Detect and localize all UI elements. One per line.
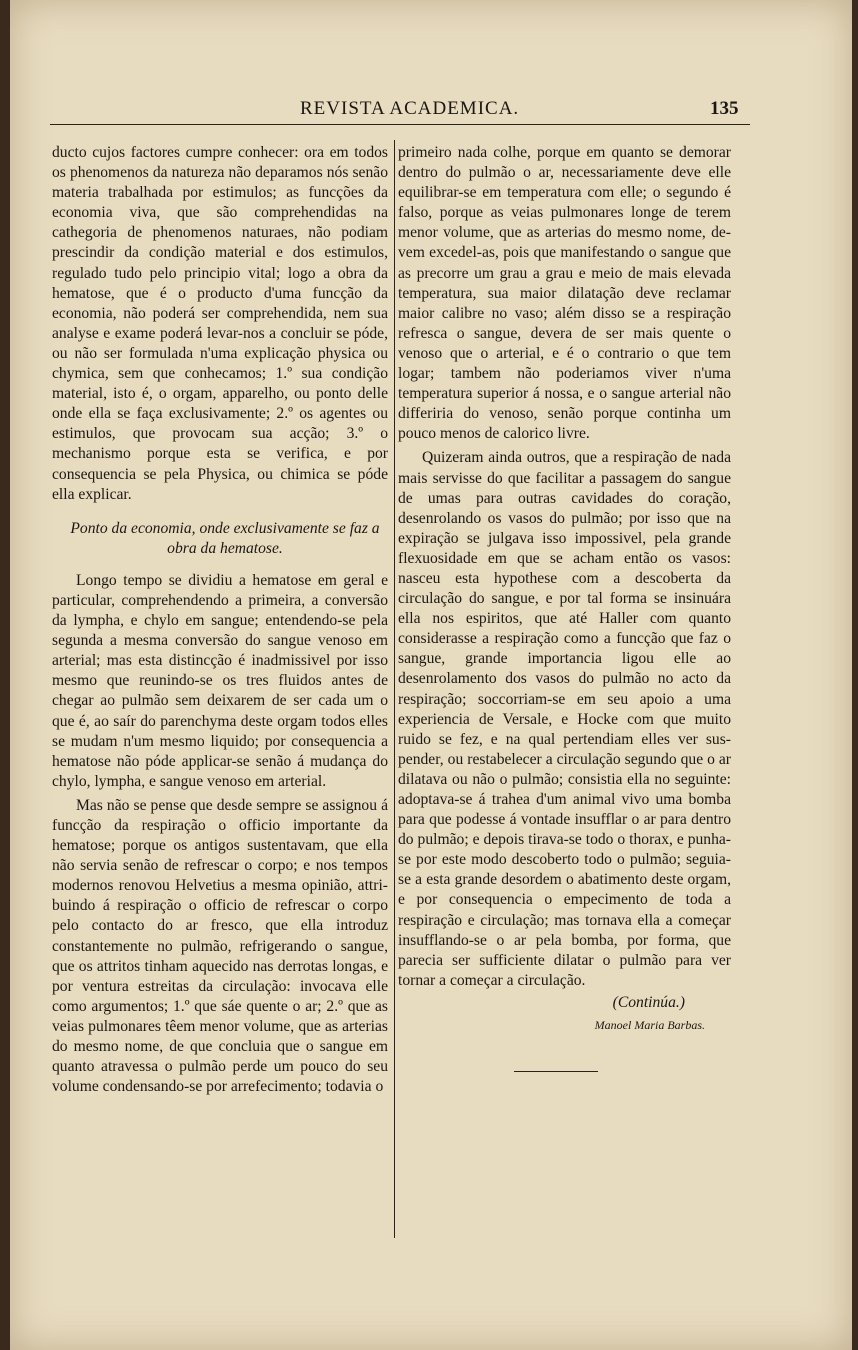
left-paragraph-3: Mas não se pense que desde sempre se assignou á funcção da respiração o officio importante da hematose; porque os antigos sustentavam, que ella não servia senão de refrescar o corpo; e nos tempos modernos renovou Helvetius a mesma opinião, attribuindo á respiração o officio de refrescar o corpo pelo contacto do ar fresco, que ella introduz constantemente no pulmão, refrigerando o sangue, que os attritos tinham aquecido nas derrotas longas, e por ventura estreitas da circulação: invocava elle como argumentos; 1.º que sáe quente o ar; 2.º que as veias pulmonares têem menor volume, que as arterias do mesmo nome, de que concluia que o sangue em quanto atravessa o pulmão perde um pouco do seu volume condensando-se por arrefecimento; todavia o [52, 796, 388, 1096]
page-header [50, 98, 750, 125]
right-paragraph-2: Quizeram ainda outros, que a respiração de nada mais servisse do que facilitar a passagem do sangue de umas para outras cavidades do coração, desenrolando os vasos do pulmão; por isso que na expiração se julgava isso impossivel, pela grande flexuosidade em que se acham então os vasos: nasceu esta hypothese com a descoberta da circulação do sangue, e por tal forma se insinuára ella nos espiritos, que até Haller com quanto considerasse a respiração como a funcção que faz o sangue, grande importancia ligou elle ao desenrolamento dos vasos do pulmão no acto da respiração; soccorriam-se em seu apoio a uma experiencia de Versale, e Hocke com que muito ruido se fez, e na qual pertendiam elles ver suspender, ou restabelecer a circulação segundo que o ar dilatava ou não o pulmão; consistia ella no seguinte: adoptava-se á trahea d'um animal vivo uma bomba para que podesse á vontade insufflar o ar para dentro do pulmão; e depois tirava-se todo o thorax, e punha-se por este modo descoberto todo o pulmão; seguia-se a esta grande desordem o abatimento deste orgam, e por consequencia o empecimento de toda a respiração e circulação; mas tornava ella a começar insufflando-se o ar pela bomba, por forma, que parecia ser sufficiente dilatar o pulmão para ver tornar a começar a circulação. [398, 449, 731, 989]
end-rule [514, 1071, 598, 1072]
running-title: REVISTA ACADEMICA. [300, 98, 520, 119]
page-number: 135 [710, 98, 739, 119]
left-column [52, 143, 388, 1097]
continued-note: (Continúa.) [612, 993, 685, 1011]
column-divider [394, 140, 395, 1238]
journal-page [10, 0, 852, 1350]
left-paragraph-1: ducto cujos factores cumpre conhecer: ora em todos os phenomenos da natureza não deparamos nós senão materia trabalhada por estimulos; as funcções da economia viva, que são comprehendidas na cathegoria de phenomenos naturaes, não podiam prescindir da condição material e dos estimulos, regulado tudo pelo principio vital; logo a obra da hematose, que é o producto d'uma funcção da economia, não poderá ser comprehendida, nem sua analyse e exame poderá levar-nos a concluir se póde, ou não ser formulada n'uma explicação physica ou chymica, sem que conhecamos; 1.º sua condição material, isto é, o orgam, apparelho, ou ponto delle onde ella se faça exclusivamente; 2.º os agentes ou estimulos, que provocam sua acção; 3.º o mechanismo porque esta se verifica, e por consequencia se pela Physica, ou chimica se póde ella explicar. [52, 144, 388, 503]
author-signature: Manoel Maria Barbas. [594, 1018, 705, 1033]
left-paragraph-2: Longo tempo se dividiu a hematose em geral e particular, comprehendendo a primeira, a conversão da lympha, e chylo em sangue; entendendo-se pela segunda a mesma conversão do sangue venoso em arterial; mas esta distincção é inadmissivel por isso mesmo que reunindo-se os tres fluidos antes de chegar ao pulmão sem deixarem de ser cada um o que é, ao saír do parenchyma deste orgam todos elles se mudam n'um mesmo liquido; por consequencia a hematose não póde applicar-se senão á mudança do chylo, lympha, e sangue venoso em arterial. [52, 571, 388, 790]
section-subheading: Ponto da economia, onde exclusivamente se faz a obra da hematose. [70, 519, 380, 557]
right-paragraph-1: primeiro nada colhe, porque em quanto se demorar dentro do pulmão o ar, necessariamente deve elle equilibrar-se em temperatura com elle; o segundo é falso, porque as veias pulmonares longe de terem menor volume, que as arterias do mesmo nome, devem excedel-as, pois que manifestando o sangue que as precorre um grau a grau e meio de mais elevada temperatura, sua maior dilatação deve reclamar maior calibre no vaso; além disso se a respiração refresca o sangue, devera de ser mais quente o venoso que o arterial, e é o contrario o que tem logar; tambem não poderiamos viver n'uma temperatura superior á nossa, e o sangue arterial não differiria do venoso, senão porque continha um pouco menos de calorico livre. [398, 144, 731, 443]
right-column [398, 143, 731, 1072]
